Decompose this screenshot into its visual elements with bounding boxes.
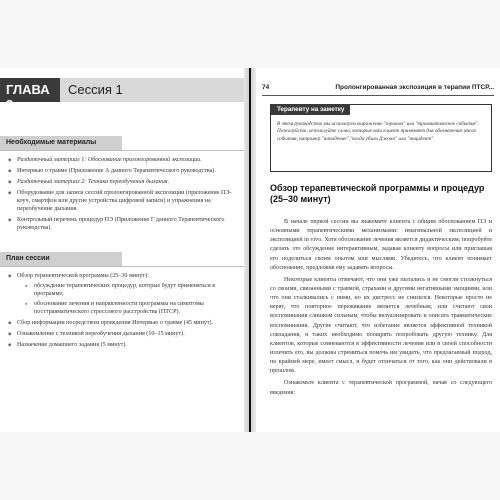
materials-item <box>8 167 232 175</box>
plan-item-text: Ознакомление с техникой переобучения дыхания (10–15 минут). <box>17 331 185 338</box>
body-paragraph: В начале первой сессии вы знакомите клиента с общим обоснованием ПЭ и основными терапевтическими механизмами: имагинальной экспозицией и экспозицией in vivo. Хотя обоснование лечения является дидактическим, попробуйте сделать это обсуждение интерактивным, задавая клиенту вопросы или приглашая его поделиться своим опытом или мыслями. Убедитесь, что клиент понимает обоснование, предложив ему задавать вопросы. <box>270 219 492 271</box>
plan-divider <box>0 266 244 267</box>
materials-item-text: Контрольный перечень процедур ПЭ (Приложение Г данного Терапевтического руководства). <box>17 217 225 232</box>
right-page <box>256 68 500 432</box>
plan-item <box>8 330 232 338</box>
materials-item-text: Раздаточный материал 2: Техника переобучения дыхания. <box>17 179 170 186</box>
plan-item-text: Обзор терапевтической программы (25–30 минут): <box>17 273 149 279</box>
plan-subitem <box>25 282 232 298</box>
plan-item-text: Назначение домашнего задания (5 минут). <box>17 342 127 349</box>
plan-list <box>8 272 232 352</box>
plan-subitem <box>25 300 232 316</box>
body-text <box>270 218 492 401</box>
chapter-label: ГЛАВА 3 <box>0 78 60 102</box>
materials-item-text: Раздаточный материал 1: Обоснование пролонгированной экспозиции. <box>17 157 202 163</box>
materials-item <box>8 189 232 213</box>
running-title: Пролонгированная экспозиция в терапии ПТСР... <box>335 84 494 91</box>
body-paragraph: Некоторые клиенты отмечают, что они уже пытались и не смогли столкнуться со своими, связанными с травмой, страхами и другими негативными эмоциями, или что они сталкивались с ними, но их дистресс не снизился. Некоторые просто не верят, что повторное переживание является лечебным, или считают свои воспоминания слишком сильным, чтобы визуализировать и описать травматические воспоминания. Другие считают, что избегание является эффективной техникой совладания, и таких необходимо поощрять попробовать другую технику. Для клиентов, которые сомневаются в эффективности лечения или в своей способности излечить его, вы должны стремиться помочь им увидеть, что предлагаемый подход, по крайней мере, имеет смысл, и будет отличаться от того, как они действовали в прошлом. <box>270 276 492 375</box>
materials-list <box>8 156 232 235</box>
materials-item-text: Оборудование для записи сессий пролонгированной экспозиции (приложение ПЭ-коуч, смартфон или другие устройства цифровой записи) и упражнения на переобучение дыхания. <box>17 190 232 213</box>
plan-sublist <box>17 282 232 316</box>
left-page <box>0 68 244 432</box>
note-title: Терапевту на заметку <box>271 104 350 115</box>
section-heading: Обзор терапевтической программы и процедур (25–30 минут) <box>270 183 485 205</box>
plan-item-text: Сбор информации посредством проведения Интервью о травме (45 минут). <box>17 320 214 327</box>
plan-item <box>8 341 232 349</box>
book-spine <box>249 68 251 432</box>
chapter-title: Сессия 1 <box>60 78 244 102</box>
materials-divider <box>0 150 244 151</box>
plan-item <box>8 319 232 327</box>
materials-item <box>8 156 232 164</box>
note-text: В этом руководстве мы используем выражение "травма" или "травматическое событие". Пожалуйста, используйте слова, которые ваш клиент применяет для обозначения этого события, например "нападение","когда убили Джона" или "инцидент". <box>277 121 480 142</box>
materials-item-text: Интервью о травме (Приложение А данного Терапевтического руководства). <box>17 168 216 175</box>
materials-heading: Необходимые материалы <box>0 136 122 150</box>
page-number: 74 <box>262 84 270 91</box>
therapist-note-box <box>270 104 492 172</box>
plan-subitem-text: обоснование лечения и направленности программы на симптомы посттравматического стрессового расстройства (ПТСР). <box>34 301 204 316</box>
materials-item <box>8 216 232 232</box>
plan-heading: План сессии <box>0 252 122 266</box>
running-head-rule <box>262 95 494 96</box>
plan-item <box>8 272 232 316</box>
materials-item <box>8 178 232 186</box>
running-head <box>262 84 494 91</box>
chapter-bar <box>0 78 244 112</box>
plan-subitem-text: обсуждение терапевтических процедур, которые будут применяться в программе; <box>34 283 216 298</box>
body-paragraph: Ознакомьте клиента с терапевтической программой, начав со следующего введения: <box>270 380 492 396</box>
